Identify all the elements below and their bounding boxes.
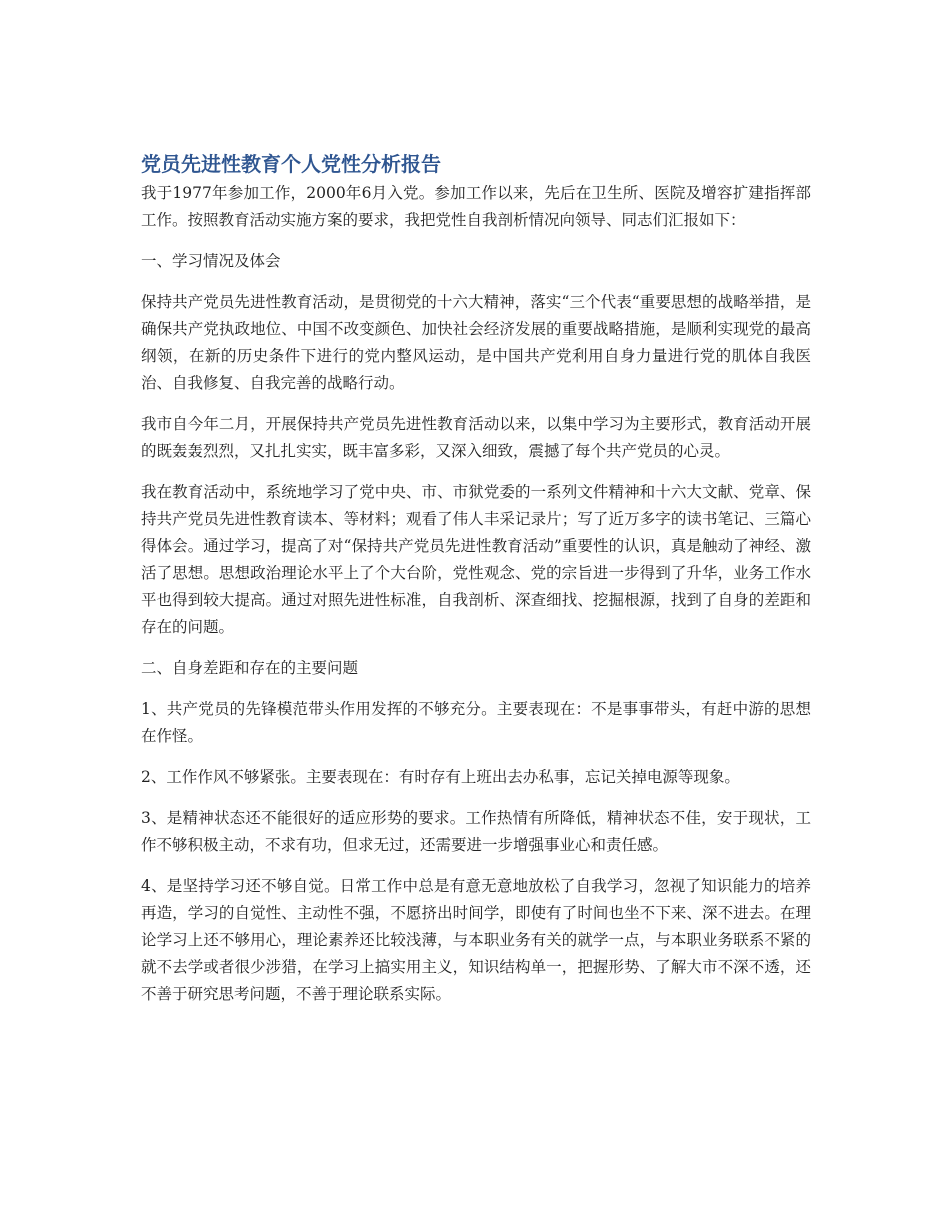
problem-item: 3、是精神状态还不能很好的适应形势的要求。工作热情有所降低，精神状态不佳，安于现状，工作不够积极主动，不求有功，但求无过，还需要进一步增强事业心和责任感。: [141, 809, 811, 854]
problem-item: 1、共产党员的先锋模范带头作用发挥的不够充分。主要表现在：不是事事带头，有赶中游的思想在作怪。: [141, 700, 811, 745]
section-heading-study: 一、学习情况及体会: [141, 252, 281, 270]
intro-paragraph: 我于1977年参加工作，2000年6月入党。参加工作以来，先后在卫生所、医院及增容扩建指挥部工作。按照教育活动实施方案的要求，我把党性自我剖析情况向领导、同志们汇报如下：: [141, 184, 811, 229]
document-title: 党员先进性教育个人党性分析报告: [141, 152, 441, 176]
problem-item: 2、工作作风不够紧张。主要表现在：有时存有上班出去办私事，忘记关掉电源等现象。: [141, 768, 740, 786]
section-heading-problems: 二、自身差距和存在的主要问题: [141, 659, 359, 677]
body-paragraph: 保持共产党员先进性教育活动，是贯彻党的十六大精神，落实“三个代表“重要思想的战略举措，是确保共产党执政地位、中国不改变颜色、加快社会经济发展的重要战略措施，是顺利实现党的最高纲领，在新的历史条件下进行的党内整风运动，是中国共产党利用自身力量进行党的肌体自我医治、自我修复、自我完善的战略行动。: [141, 293, 811, 392]
body-paragraph: 我市自今年二月，开展保持共产党员先进性教育活动以来，以集中学习为主要形式，教育活动开展的既轰轰烈烈，又扎扎实实，既丰富多彩，又深入细致，震撼了每个共产党员的心灵。: [141, 415, 811, 460]
problem-item: 4、是坚持学习还不够自觉。日常工作中总是有意无意地放松了自我学习，忽视了知识能力的培养再造，学习的自觉性、主动性不强，不愿挤出时间学，即使有了时间也坐不下来、深不进去。在理论学习上还不够用心，理论素养还比较浅薄，与本职业务有关的就学一点，与本职业务联系不紧的就不去学或者很少涉猎，在学习上搞实用主义，知识结构单一，把握形势、了解大市不深不透，还不善于研究思考问题，不善于理论联系实际。: [141, 877, 811, 1003]
document-page: [141, 148, 811, 1008]
body-paragraph: 我在教育活动中，系统地学习了党中央、市、市狱党委的一系列文件精神和十六大文献、党章、保持共产党员先进性教育读本、等材料；观看了伟人丰采记录片；写了近万多字的读书笔记、三篇心得体会。通过学习，提高了对“保持共产党员先进性教育活动”重要性的认识，真是触动了神经、激活了思想。思想政治理论水平上了个大台阶，党性观念、党的宗旨进一步得到了升华，业务工作水平也得到较大提高。通过对照先进性标准，自我剖析、深查细找、挖掘根源，找到了自身的差距和存在的问题。: [141, 483, 811, 636]
